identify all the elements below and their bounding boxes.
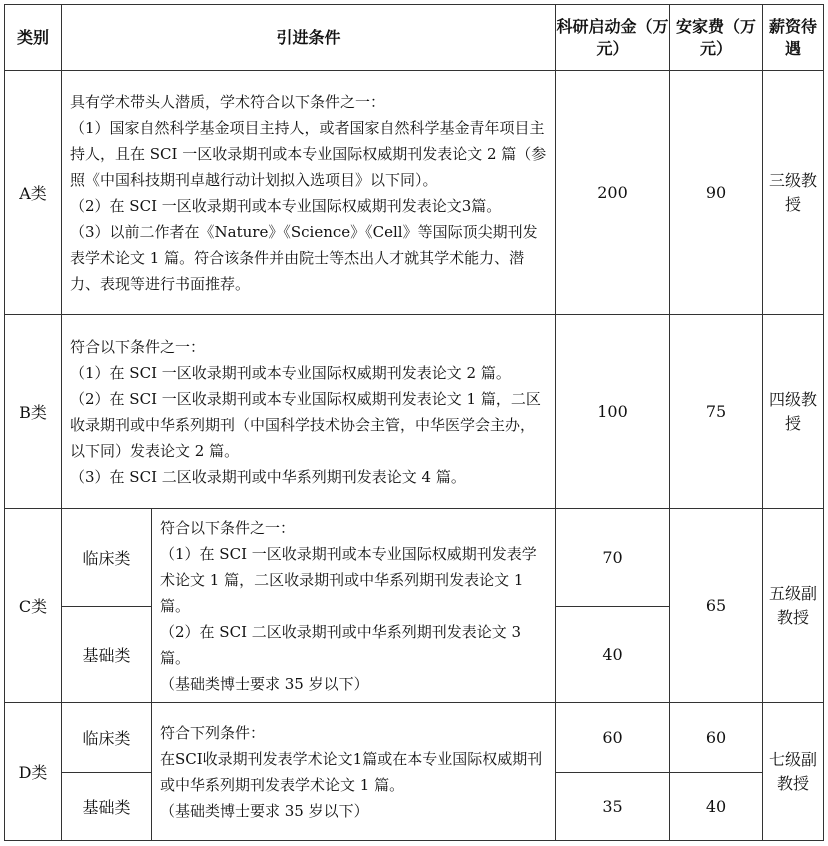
talent-introduction-table <box>4 4 824 841</box>
conditions-c-line: （基础类博士要求 35 岁以下） <box>160 674 369 693</box>
header-settlement: 安家费（万元） <box>670 5 763 71</box>
conditions-b-line: （1）在 SCI 一区收录期刊或本专业国际权威期刊发表论文 2 篇。 <box>70 363 511 382</box>
table-row-d-clinical <box>5 703 824 773</box>
conditions-c-line: （1）在 SCI 一区收录期刊或本专业国际权威期刊发表学术论文 1 篇，二区收录期刊或中华系列期刊发表论文 1 篇。 <box>160 544 537 615</box>
funding-c-clinical: 70 <box>556 509 670 607</box>
category-c-basic: 基础类 <box>62 607 152 703</box>
salary-b: 四级教授 <box>763 315 824 509</box>
table-row-b <box>5 315 824 509</box>
conditions-d-line: （基础类博士要求 35 岁以下） <box>160 801 369 820</box>
conditions-b <box>62 315 556 509</box>
salary-d: 七级副教授 <box>763 703 824 841</box>
header-funding: 科研启动金（万元） <box>556 5 670 71</box>
category-d-basic: 基础类 <box>62 773 152 841</box>
settlement-d-basic: 40 <box>670 773 763 841</box>
header-row <box>5 5 824 71</box>
header-category: 类别 <box>5 5 62 71</box>
category-d-clinical: 临床类 <box>62 703 152 773</box>
conditions-d <box>152 703 556 841</box>
conditions-a <box>62 71 556 315</box>
settlement-b: 75 <box>670 315 763 509</box>
funding-b: 100 <box>556 315 670 509</box>
category-a-label: A类 <box>5 71 62 315</box>
settlement-c: 65 <box>670 509 763 703</box>
funding-d-clinical: 60 <box>556 703 670 773</box>
settlement-d-clinical: 60 <box>670 703 763 773</box>
category-c-clinical: 临床类 <box>62 509 152 607</box>
funding-c-basic: 40 <box>556 607 670 703</box>
conditions-b-line: （2）在 SCI 一区收录期刊或本专业国际权威期刊发表论文 1 篇，二区收录期刊或中华系列期刊（中国科学技术协会主管，中华医学会主办，以下同）发表论文 2 篇。 <box>70 389 541 460</box>
header-salary: 薪资待遇 <box>763 5 824 71</box>
funding-d-basic: 35 <box>556 773 670 841</box>
table-row-a <box>5 71 824 315</box>
category-d-label: D类 <box>5 703 62 841</box>
conditions-a-line: （2）在 SCI 一区收录期刊或本专业国际权威期刊发表论文3篇。 <box>70 196 502 215</box>
salary-c: 五级副教授 <box>763 509 824 703</box>
conditions-a-line: （3）以前二作者在《Nature》《Science》《Cell》等国际顶尖期刊发表学术论文 1 篇。符合该条件并由院士等杰出人才就其学术能力、潜力、表现等进行书面推荐。 <box>70 222 538 293</box>
category-c-label: C类 <box>5 509 62 703</box>
conditions-b-line: （3）在 SCI 二区收录期刊或中华系列期刊发表论文 4 篇。 <box>70 467 466 486</box>
funding-a: 200 <box>556 71 670 315</box>
conditions-c <box>152 509 556 703</box>
settlement-a: 90 <box>670 71 763 315</box>
conditions-a-line: （1）国家自然科学基金项目主持人，或者国家自然科学基金青年项目主持人，且在 SCI 一区收录期刊或本专业国际权威期刊发表论文 2 篇（参照《中国科技期刊卓越行动计划拟入选项目》以下同）。 <box>70 118 547 189</box>
conditions-d-line: 在SCI收录期刊发表学术论文1篇或在本专业国际权威期刊或中华系列期刊发表学术论文 1 篇。 <box>160 749 543 794</box>
conditions-c-line: （2）在 SCI 二区收录期刊或中华系列期刊发表论文 3 篇。 <box>160 622 522 667</box>
conditions-c-line: 符合以下条件之一： <box>160 518 296 537</box>
category-b-label: B类 <box>5 315 62 509</box>
header-conditions: 引进条件 <box>62 5 556 71</box>
conditions-d-line: 符合下列条件： <box>160 723 266 742</box>
conditions-b-line: 符合以下条件之一： <box>70 337 206 356</box>
table-row-c-clinical <box>5 509 824 607</box>
conditions-a-line: 具有学术带头人潜质，学术符合以下条件之一： <box>70 92 386 111</box>
salary-a: 三级教授 <box>763 71 824 315</box>
